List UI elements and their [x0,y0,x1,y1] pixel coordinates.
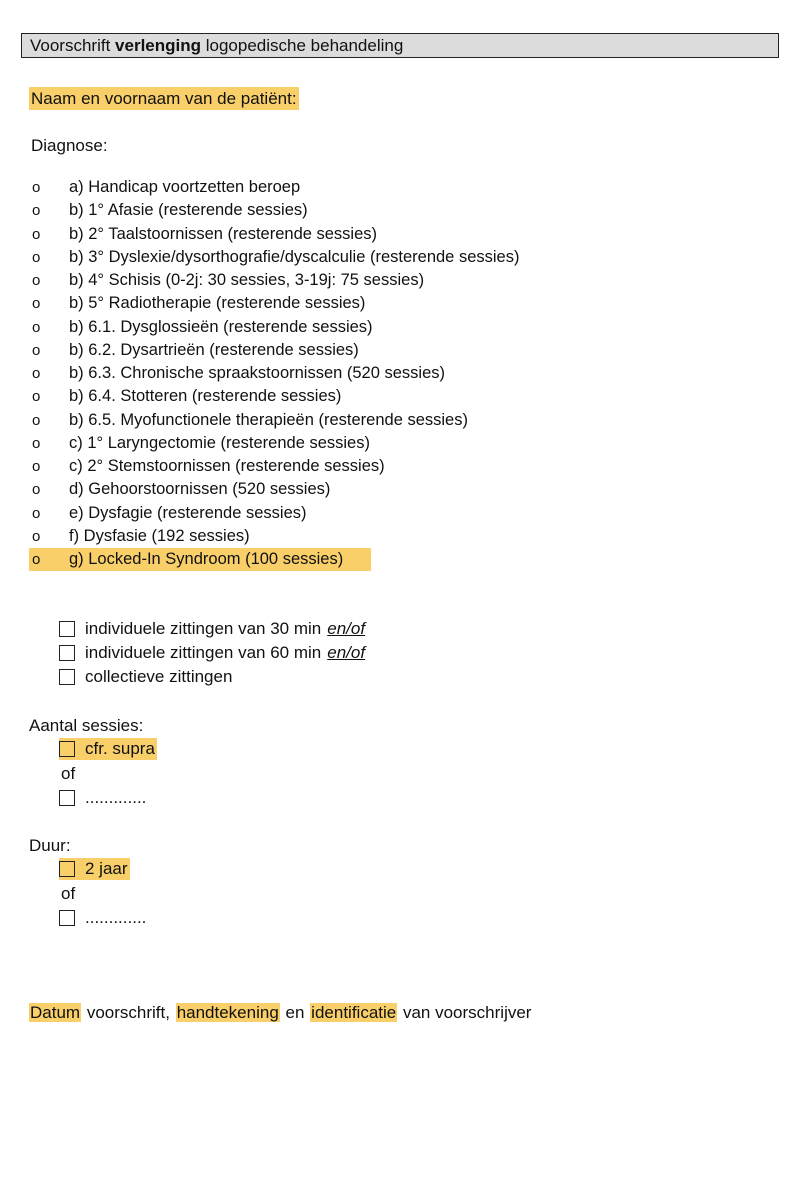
footer-text: van voorschrijver [402,1003,532,1022]
diagnosis-text: c) 1° Laryngectomie (resterende sessies) [69,433,370,452]
bullet-icon: o [32,272,41,289]
option-label: ............. [85,788,147,807]
bullet-icon: o [32,481,41,499]
diagnosis-item [29,385,519,408]
option-label: cfr. supra [85,739,155,758]
or-label: of [61,884,76,903]
diagnosis-text: d) Gehoorstoornissen (520 sessies) [69,480,331,499]
bullet-icon: o [32,388,41,406]
bullet-icon: o [32,434,41,452]
identification-label: identificatie [311,1003,397,1022]
duration-option-2-years[interactable] [59,858,130,880]
diagnosis-item [29,362,519,385]
footer-text: voorschrift, [86,1003,170,1022]
duration-label: Duur: [29,836,71,855]
signature-label: handtekening [176,1003,279,1022]
diagnosis-item [29,339,519,362]
diagnosis-text: f) Dysfasie (192 sessies) [69,526,250,545]
bullet-icon: o [32,458,41,475]
session-type-30min[interactable] [59,618,365,640]
checkbox-icon[interactable] [59,790,75,806]
footer-text: en [285,1003,305,1022]
duration-option-custom[interactable] [59,907,146,929]
diagnosis-text: c) 2° Stemstoornissen (resterende sessies) [69,457,385,475]
session-type-60min[interactable] [59,642,365,664]
bullet-icon: o [32,504,41,522]
diagnosis-item [29,478,519,501]
checkbox-icon[interactable] [59,645,75,661]
bullet-icon: o [32,318,41,336]
diagnosis-item [29,525,519,548]
diagnosis-item [29,502,519,525]
bullet-icon: o [32,202,41,220]
diagnosis-text: b) 4° Schisis (0-2j: 30 sessies, 3-19j: 75 sessies) [69,271,425,289]
bullet-icon: o [32,551,41,568]
diagnosis-text: b) 2° Taalstoornissen (resterende sessies) [69,224,378,243]
bullet-icon: o [32,295,41,313]
session-type-label: collectieve zittingen [85,667,233,686]
diagnosis-list [29,176,519,571]
bullet-icon: o [32,365,41,382]
diagnosis-text: a) Handicap voortzetten beroep [69,178,301,196]
diagnosis-item [29,432,519,455]
diagnosis-item [29,199,519,222]
bullet-icon: o [32,527,41,545]
diagnosis-label: Diagnose: [31,136,108,155]
session-type-suffix: en/of [327,643,366,662]
diagnosis-text: b) 6.2. Dysartrieën (resterende sessies) [69,340,359,359]
diagnosis-item [29,455,519,478]
diagnosis-item [29,316,519,339]
option-label: ............. [85,908,147,927]
checkbox-icon[interactable] [59,861,75,877]
signature-line [29,1001,532,1024]
checkbox-icon[interactable] [59,621,75,637]
checkbox-icon[interactable] [59,669,75,685]
diagnosis-item-selected [29,548,371,571]
bullet-icon: o [32,248,41,266]
checkbox-icon[interactable] [59,741,75,757]
diagnosis-text: b) 1° Afasie (resterende sessies) [69,201,308,220]
diagnosis-text: b) 6.3. Chronische spraakstoornissen (520 sessies) [69,364,446,382]
bullet-icon: o [32,411,41,429]
diagnosis-text: e) Dysfagie (resterende sessies) [69,503,307,522]
diagnosis-text: b) 6.5. Myofunctionele therapieën (resterende sessies) [69,410,468,429]
bullet-icon: o [32,225,41,243]
session-type-label: individuele zittingen van 30 min [85,619,322,638]
diagnosis-item [29,246,519,269]
session-type-collective[interactable] [59,666,232,688]
diagnosis-text: b) 6.1. Dysglossieën (resterende sessies) [69,317,373,336]
session-count-label: Aantal sessies: [29,716,144,735]
checkbox-icon[interactable] [59,910,75,926]
title-suffix: logopedische behandeling [205,36,404,55]
form-title [21,33,779,58]
diagnosis-item [29,269,519,292]
patient-name-label: Naam en voornaam van de patiënt: [31,89,297,108]
diagnosis-item [29,223,519,246]
title-bold: verlenging [115,36,202,55]
bullet-icon: o [32,179,41,196]
diagnosis-item [29,409,519,432]
diagnosis-item [29,176,519,199]
option-label: 2 jaar [85,859,128,878]
diagnosis-text: g) Locked-In Syndroom (100 sessies) [69,550,344,568]
diagnosis-item [29,292,519,315]
diagnosis-text: b) 6.4. Stotteren (resterende sessies) [69,387,342,406]
session-count-option-supra[interactable] [59,738,157,760]
session-type-suffix: en/of [327,619,366,638]
diagnosis-text: b) 5° Radiotherapie (resterende sessies) [69,294,366,313]
bullet-icon: o [32,341,41,359]
date-label: Datum [30,1003,81,1022]
diagnosis-text: b) 3° Dyslexie/dysorthografie/dyscalculie (resterende sessies) [69,247,520,266]
session-type-label: individuele zittingen van 60 min [85,643,322,662]
title-prefix: Voorschrift [30,36,111,55]
or-label: of [61,764,76,783]
session-count-option-custom[interactable] [59,787,146,809]
